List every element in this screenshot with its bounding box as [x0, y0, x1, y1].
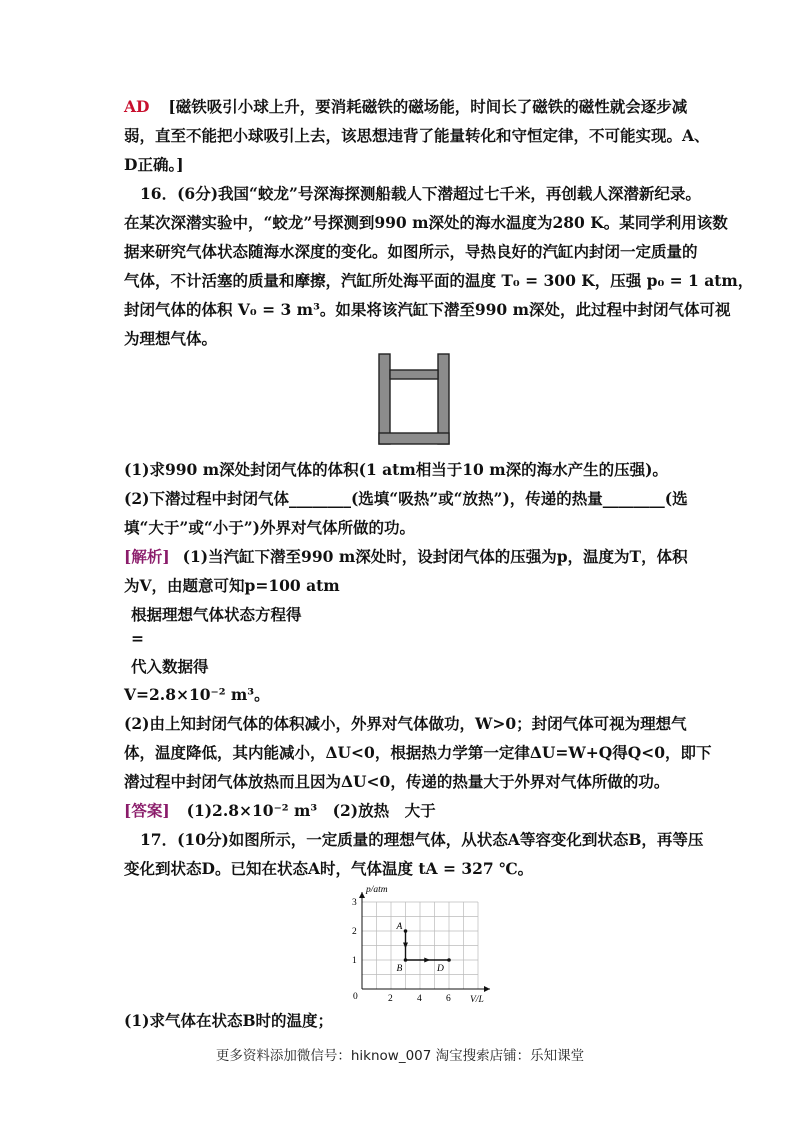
q17-part-1: (1)求气体在状态B时的温度；: [124, 1011, 334, 1030]
x-axis-label: V/L: [470, 995, 484, 1002]
q16-stem-line-4: 气体，不计活塞的质量和摩擦，汽缸所处海平面的温度 T₀ = 300 K，压强 p₀ = 1 atm，: [124, 271, 754, 290]
q16-solution-equals: =: [131, 629, 144, 648]
q16-part-1: (1)求990 m深处封闭气体的体积(1 atm相当于10 m深的海水产生的压强)。: [124, 460, 668, 479]
q16-stem-line-5: 封闭气体的体积 V₀ = 3 m³。如果将该汽缸下潜至990 m深处，此过程中封闭气体可视: [124, 300, 731, 319]
y-tick-label: 2: [352, 927, 357, 937]
q16-solution-line-9: 潜过程中封闭气体放热而且因为ΔU<0，传递的热量大于外界对气体所做的功。: [124, 772, 670, 791]
cylinder-figure: [375, 352, 455, 448]
q16-solution-result: V=2.8×10⁻² m³。: [124, 685, 270, 704]
x-tick-label: 6: [446, 994, 451, 1002]
q16-solution-line-7: (2)由上知封闭气体的体积减小，外界对气体做功，W>0；封闭气体可视为理想气: [124, 714, 687, 733]
answer-text: (1)2.8×10⁻² m³ (2)放热 大于: [186, 801, 436, 820]
q16-stem-line-3: 据来研究气体状态随海水深度的变化。如图所示，导热良好的汽缸内封闭一定质量的: [124, 242, 698, 261]
q16-stem-line-6: 为理想气体。: [124, 329, 218, 348]
q16-solution-line-5: 代入数据得: [131, 657, 209, 676]
state-label: B: [396, 964, 403, 974]
x-tick-label: 4: [417, 994, 422, 1002]
answer-tag: [答案]: [124, 801, 170, 820]
solution-text: (1)当汽缸下潜至990 m深处时，设封闭气体的压强为p，温度为T，体积: [182, 547, 688, 566]
answer-label: AD: [124, 97, 150, 116]
state-label: D: [437, 964, 444, 974]
q16-solution-line-2: 为V，由题意可知p=100 atm: [124, 576, 340, 595]
q16-part-2-line-2: 填“大于”或“小于”)外界对气体所做的功。: [124, 518, 415, 537]
q15-explanation: [磁铁吸引小球上升，要消耗磁铁的磁场能，时间长了磁铁的磁性就会逐步减: [168, 97, 688, 116]
state-point: [447, 958, 451, 962]
pv-chart: [335, 882, 495, 1002]
cylinder-left-wall: [379, 354, 390, 444]
state-point: [404, 929, 408, 933]
q16-solution-line-8: 体，温度降低，其内能减小，ΔU<0，根据热力学第一定律ΔU=W+Q得Q<0，即下: [124, 743, 712, 762]
piston: [390, 370, 438, 379]
x-tick-label: 2: [388, 994, 393, 1002]
y-tick-label: 3: [352, 898, 357, 908]
y-axis-arrow: [359, 892, 365, 898]
q16-stem-line-1: 16．(6分)我国“蛟龙”号深海探测船载人下潜超过七千米，再创载人深潜新纪录。: [140, 184, 701, 203]
cylinder-bottom: [379, 433, 449, 444]
q16-solution-line-1: [124, 546, 688, 568]
x-axis-arrow: [484, 986, 490, 992]
q15-answer-line-1: [124, 96, 687, 118]
q17-stem-line-1: 17．(10分)如图所示，一定质量的理想气体，从状态A等容变化到状态B，再等压: [140, 830, 704, 849]
q15-answer-line-2: 弱，直至不能把小球吸引上去，该思想违背了能量转化和守恒定律，不可能实现。A、: [124, 126, 710, 145]
q15-answer-line-3: D正确。]: [124, 155, 184, 174]
q16-solution-line-3: 根据理想气体状态方程得: [131, 605, 302, 624]
q17-stem-line-2: 变化到状态D。已知在状态A时，气体温度 tA = 327 ℃。: [124, 859, 534, 878]
state-point: [404, 958, 408, 962]
state-label: A: [396, 922, 403, 932]
origin-label: 0: [353, 992, 358, 1002]
footer-promo: 更多资料添加微信号：hiknow_007 淘宝搜索店铺：乐知课堂: [215, 1048, 585, 1064]
q16-part-2-line-1: (2)下潜过程中封闭气体________(选填“吸热”或“放热”)，传递的热量________(选: [124, 489, 688, 508]
y-axis-label: p/atm: [366, 885, 388, 895]
cylinder-right-wall: [438, 354, 449, 444]
q16-stem-line-2: 在某次深潜实验中，“蛟龙”号探测到990 m深处的海水温度为280 K。某同学利用该数: [124, 213, 728, 232]
process-arrow: [424, 958, 430, 963]
analysis-tag: [解析]: [124, 547, 170, 566]
q16-answer-line: [124, 800, 436, 822]
y-tick-label: 1: [352, 956, 357, 966]
